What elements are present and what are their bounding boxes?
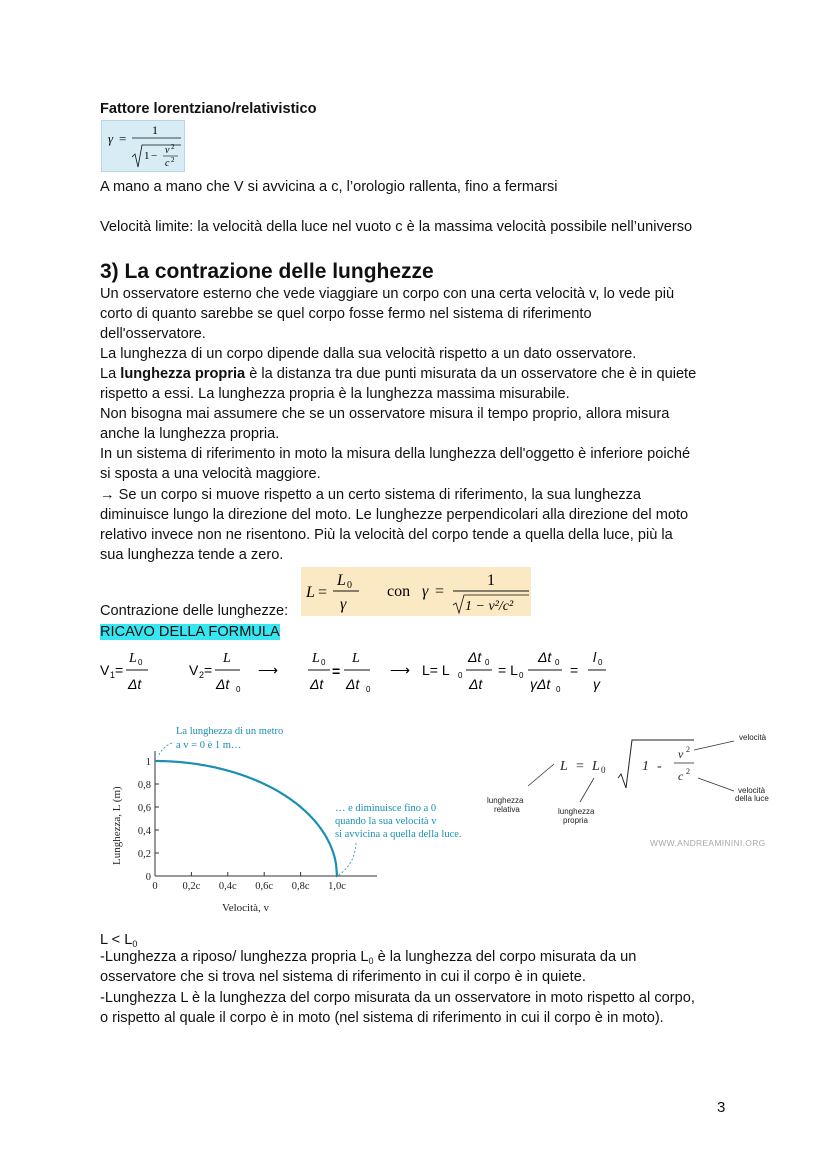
diag-L: L bbox=[560, 759, 568, 774]
dt: Δt bbox=[310, 676, 324, 692]
zero: 0 bbox=[519, 671, 524, 680]
para-clock: A mano a mano che V si avvicina a c, l’orologio rallenta, fino a fermarsi bbox=[100, 179, 558, 195]
formula-eq: = bbox=[318, 584, 328, 601]
dt: Δt bbox=[469, 676, 483, 692]
x-tick-label: 0,8c bbox=[291, 881, 310, 892]
diag-eq: = bbox=[576, 759, 584, 774]
body-line: dell'osservatore. bbox=[100, 326, 206, 342]
annotation-top: La lunghezza di un metro bbox=[176, 726, 284, 737]
l0: l bbox=[593, 649, 597, 665]
dt0: Δt bbox=[538, 649, 552, 665]
label-relativa: relativa bbox=[494, 805, 520, 814]
derivation bbox=[98, 642, 618, 694]
gamma-eq: = bbox=[119, 131, 127, 146]
result-prefix: L= L bbox=[422, 662, 450, 678]
annotation-top: a v = 0 è 1 m… bbox=[176, 740, 242, 751]
label-vel-luce: della luce bbox=[735, 794, 769, 803]
body-line: relativo invece non ne risentono. Più la velocità del corpo tende a quella della luce, più la bbox=[100, 527, 673, 543]
annotation-right: quando la sua velocità v bbox=[335, 816, 437, 827]
diag-v-exp: 2 bbox=[686, 745, 690, 754]
length-contraction-graph bbox=[100, 715, 490, 920]
eq: = bbox=[332, 663, 341, 679]
gamma-v: v bbox=[165, 145, 170, 156]
body-line: rispetto a essi. La lunghezza propria è la lunghezza massima misurabile. bbox=[100, 386, 570, 402]
label-vel-luce: velocità bbox=[738, 786, 766, 795]
gamma: γ bbox=[593, 676, 600, 692]
body-line bbox=[100, 364, 696, 384]
diag-c: c bbox=[678, 769, 684, 783]
label-propria: lunghezza bbox=[558, 807, 595, 816]
bottom-text: -Lunghezza a riposo/ lunghezza propria L bbox=[100, 949, 369, 965]
body-line: La lunghezza di un corpo dipende dalla sua velocità rispetto a un dato osservatore. bbox=[100, 346, 637, 362]
ineq-text: L < L bbox=[100, 932, 133, 948]
body-text: La bbox=[100, 366, 121, 382]
formula-diagram bbox=[480, 728, 780, 858]
x-axis-label: Velocità, v bbox=[222, 902, 270, 914]
formula-gamma: γ bbox=[340, 596, 347, 613]
formula-zero: 0 bbox=[347, 580, 352, 591]
label-propria: propria bbox=[563, 816, 588, 825]
y-tick-label: 0,2 bbox=[137, 849, 151, 860]
annotation-right: si avvicina a quella della luce. bbox=[335, 829, 462, 840]
L0: L bbox=[129, 651, 137, 666]
x-tick-label: 0,4c bbox=[218, 881, 237, 892]
body-line: Non bisogna mai assumere che se un osservatore misura il tempo proprio, allora misura bbox=[100, 406, 670, 422]
gamma-v-exp: 2 bbox=[171, 143, 175, 151]
formula-one: 1 bbox=[487, 572, 495, 589]
L: L bbox=[352, 651, 360, 666]
body-line: anche la lunghezza propria. bbox=[100, 426, 280, 442]
zero: 0 bbox=[555, 658, 560, 667]
formula-eq2: = bbox=[435, 583, 445, 600]
zero: 0 bbox=[366, 685, 371, 694]
section-title: 3) La contrazione delle lunghezze bbox=[100, 260, 434, 283]
gamma-one: 1 bbox=[144, 150, 150, 162]
ricavo-highlight bbox=[100, 622, 280, 642]
y-tick-label: 0,4 bbox=[137, 826, 151, 837]
bottom-line: -Lunghezza L è la lunghezza del corpo misurata da un osservatore in moto rispetto al corpo, bbox=[100, 990, 695, 1006]
body-line: Un osservatore esterno che vede viaggiare un corpo con una certa velocità v, lo vede più bbox=[100, 286, 675, 302]
body-line: corto di quanto sarebbe se quel corpo fosse fermo nel sistema di riferimento bbox=[100, 306, 592, 322]
body-line: In un sistema di riferimento in moto la misura della lunghezza dell'oggetto è inferiore poiché bbox=[100, 446, 691, 462]
diag-v: v bbox=[678, 747, 684, 761]
x-tick-label: 0 bbox=[152, 881, 158, 892]
zero: 0 bbox=[236, 685, 241, 694]
bold-term: lunghezza propria bbox=[120, 366, 246, 382]
eq: = bbox=[115, 662, 124, 678]
v2-sub: 2 bbox=[199, 670, 205, 680]
para-limit: Velocità limite: la velocità della luce nel vuoto c è la massima velocità possibile nell’universo bbox=[100, 219, 693, 235]
zero: 0 bbox=[321, 658, 326, 667]
diag-one: 1 bbox=[642, 759, 649, 774]
L: L bbox=[223, 651, 231, 666]
ricavo-text: RICAVO DELLA FORMULA bbox=[100, 624, 280, 640]
annotation-right: … e diminuisce fino a 0 bbox=[335, 803, 437, 814]
diag-minus: - bbox=[657, 759, 662, 774]
gamma-formula bbox=[101, 120, 185, 172]
zero: 0 bbox=[598, 658, 603, 667]
contraction-formula bbox=[301, 567, 531, 616]
result-eq: = L bbox=[498, 662, 518, 678]
zero: 0 bbox=[138, 658, 143, 667]
formula-L: L bbox=[306, 584, 315, 601]
bottom-sub: 0 bbox=[368, 956, 374, 966]
body-line: sua lunghezza tende a zero. bbox=[100, 547, 284, 563]
y-tick-label: 1 bbox=[145, 757, 151, 768]
formula-L0: L bbox=[337, 572, 346, 589]
x-tick-label: 1,0c bbox=[328, 881, 346, 892]
v1-sub: 1 bbox=[110, 670, 116, 680]
body-text: è la distanza tra due punti misurata da un osservatore che è in quiete bbox=[245, 366, 697, 382]
bottom-text: è la lunghezza del corpo misurata da un bbox=[373, 949, 637, 965]
L0: L bbox=[312, 651, 320, 666]
contraction-label: Contrazione delle lunghezze: bbox=[100, 603, 289, 619]
diag-c-exp: 2 bbox=[686, 767, 690, 776]
gamma-c: c bbox=[165, 158, 170, 169]
y-axis-label: Lunghezza, L (m) bbox=[111, 786, 123, 865]
result-eq2: = bbox=[570, 662, 579, 678]
body-line: → Se un corpo si muove rispetto a un certo sistema di riferimento, la sua lunghezza bbox=[100, 487, 642, 503]
arrow-2: ⟶ bbox=[390, 662, 411, 678]
bottom-line: o rispetto al quale il corpo è in moto (nel sistema di riferimento in cui il corpo è in moto). bbox=[100, 1010, 664, 1026]
bottom-line: osservatore che si trova nel sistema di riferimento in cui il corpo è in quiete. bbox=[100, 969, 586, 985]
body-line: diminuisce lungo la direzione del moto. Le lunghezze perpendicolari alla direzione del moto bbox=[100, 507, 689, 523]
y-tick-label: 0,6 bbox=[137, 803, 151, 814]
y-tick-label: 0,8 bbox=[137, 780, 151, 791]
diag-zero: 0 bbox=[601, 765, 606, 775]
y-tick-label: 0 bbox=[145, 872, 151, 883]
body-line: si sposta a una velocità maggiore. bbox=[100, 466, 321, 482]
gamma-c-exp: 2 bbox=[171, 156, 175, 164]
gamma-num: 1 bbox=[152, 123, 158, 137]
dt: Δt bbox=[128, 676, 142, 692]
zero: 0 bbox=[458, 671, 463, 680]
v2: V bbox=[189, 662, 199, 678]
arrow-1: ⟶ bbox=[258, 662, 279, 678]
x-tick-label: 0,2c bbox=[182, 881, 201, 892]
dt0: Δt bbox=[346, 676, 360, 692]
v1: V bbox=[100, 662, 110, 678]
label-velocita: velocità bbox=[739, 733, 767, 742]
watermark: WWW.ANDREAMININI.ORG bbox=[650, 838, 766, 848]
gamma-symbol: γ bbox=[108, 131, 114, 146]
zero: 0 bbox=[556, 685, 561, 694]
dt0: Δt bbox=[216, 676, 230, 692]
gamma-minus: − bbox=[151, 150, 158, 162]
formula-gamma2: γ bbox=[422, 583, 429, 600]
contraction-curve bbox=[155, 761, 337, 876]
dt0: Δt bbox=[468, 649, 482, 665]
formula-root: 1 − v²/c² bbox=[465, 599, 514, 614]
x-tick-label: 0,6c bbox=[255, 881, 274, 892]
ineq-sub: 0 bbox=[132, 939, 138, 949]
formula-con: con bbox=[387, 583, 411, 600]
eq: = bbox=[204, 662, 213, 678]
gdt0: γΔt bbox=[530, 676, 551, 692]
diag-L0: L bbox=[592, 759, 600, 774]
label-relativa: lunghezza bbox=[487, 796, 524, 805]
page-number: 3 bbox=[717, 1099, 726, 1116]
lorentz-heading: Fattore lorentziano/relativistico bbox=[100, 101, 317, 117]
zero: 0 bbox=[485, 658, 490, 667]
